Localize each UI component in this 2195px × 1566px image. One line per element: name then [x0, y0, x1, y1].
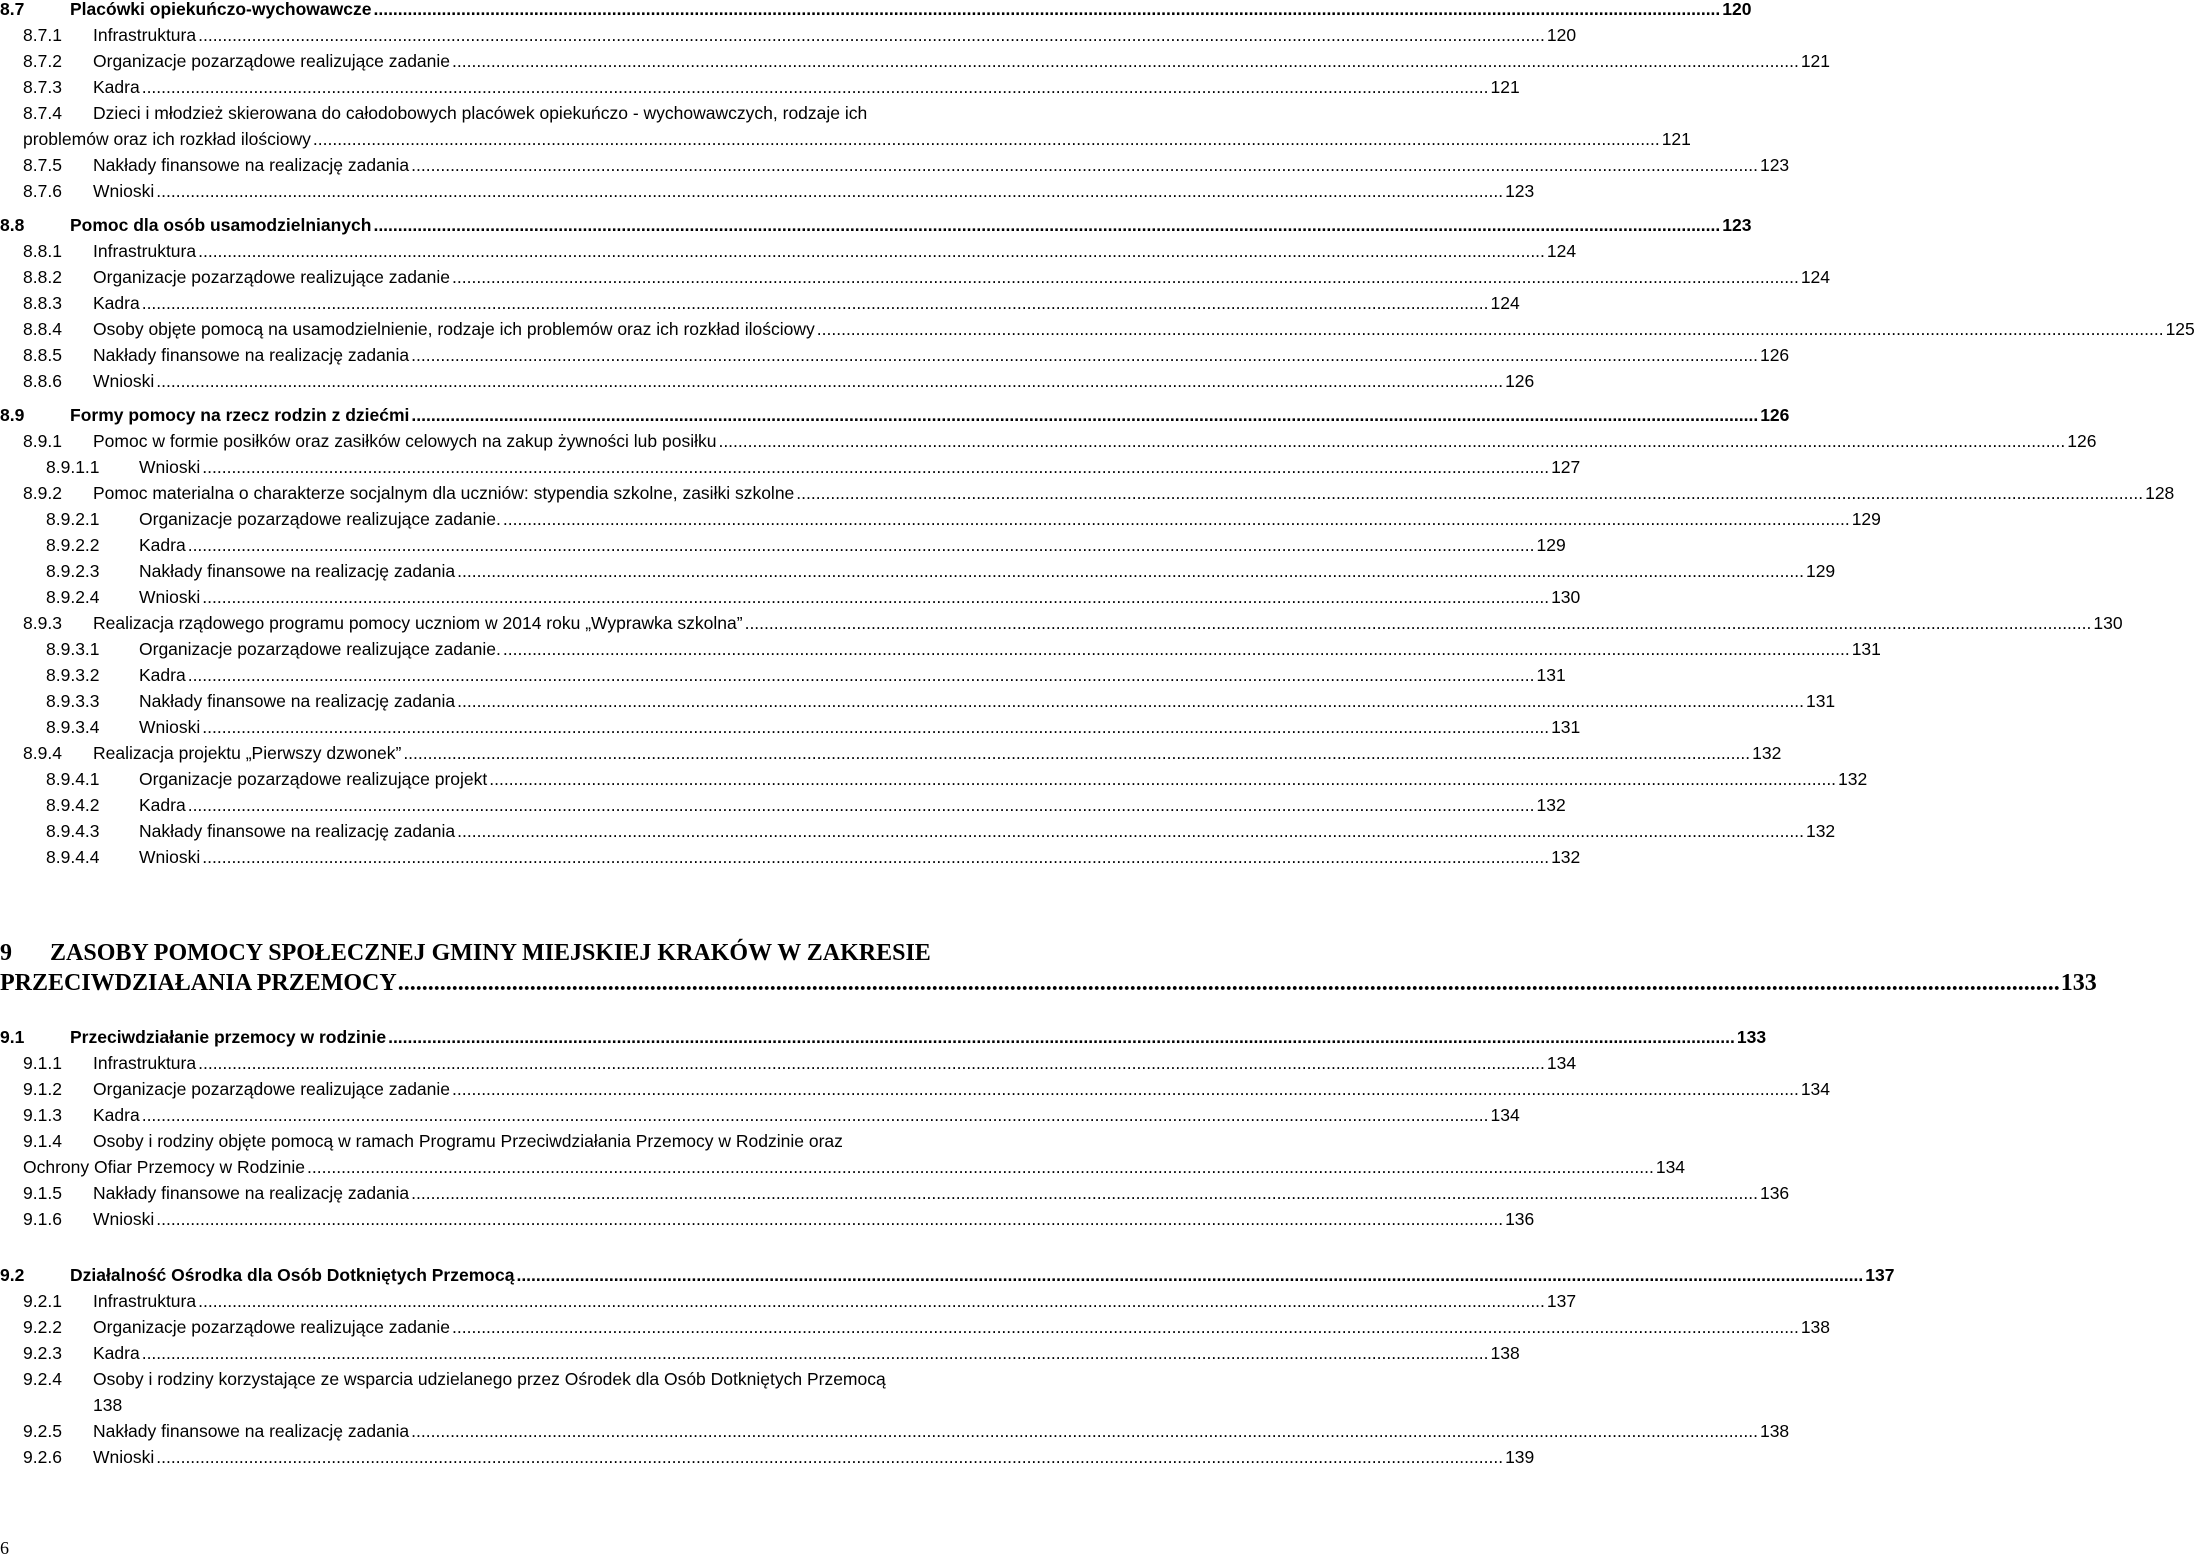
toc-entry-number: 8.9.4.3 [46, 821, 100, 841]
toc-entry-title: Infrastruktura [93, 1053, 197, 1073]
leader-dots [202, 584, 1549, 610]
toc-entry-number: 8.9.4.4 [46, 847, 100, 867]
toc-entry-number: 8.7.3 [23, 77, 62, 97]
toc-entry-page: 125 [2165, 319, 2195, 339]
toc-entry-title: Wnioski [139, 587, 201, 607]
toc-entry-title: Kadra [139, 535, 186, 555]
toc-entry-page: 132 [1752, 743, 1782, 763]
toc-entry-number: 8.9.2.2 [46, 535, 100, 555]
toc-entry-title-continued: Ochrony Ofiar Przemocy w Rodzinie [23, 1157, 306, 1177]
leader-dots [198, 238, 1545, 264]
toc-entry-number: 9.2.1 [23, 1291, 62, 1311]
leader-dots [198, 1050, 1545, 1076]
toc-entry-page: 123 [1505, 181, 1535, 201]
toc-entry-number: 8.8.3 [23, 293, 62, 313]
toc-entry-title: Kadra [139, 795, 186, 815]
toc-entry-title: Nakłady finansowe na realizację zadania [93, 155, 410, 175]
toc-entry-page: 126 [2067, 431, 2097, 451]
toc-entry-number: 8.9.3.2 [46, 665, 100, 685]
leader-dots [452, 264, 1799, 290]
leader-dots [142, 1340, 1489, 1366]
toc-entry-number: 8.9.4.1 [46, 769, 100, 789]
toc-entry-number: 9.2.6 [23, 1447, 62, 1467]
toc-entry-page: 131 [1536, 665, 1566, 685]
toc-entry-page: 129 [1536, 535, 1566, 555]
toc-entry-number: 8.8.4 [23, 319, 62, 339]
toc-entry-number: 9.2 [0, 1265, 25, 1285]
leader-dots [373, 0, 1720, 22]
toc-entry-page: 134 [1546, 1053, 1577, 1073]
toc-entry-number: 8.9.3.3 [46, 691, 100, 711]
toc-entry-page: 137 [1546, 1291, 1577, 1311]
toc-entry-title: Organizacje pozarządowe realizujące projekt [139, 769, 488, 789]
toc-entry-page: 134 [1490, 1105, 1520, 1125]
toc-entry-page: 121 [1661, 129, 1691, 149]
toc-entry-title: Kadra [93, 1105, 140, 1125]
toc-entry-page: 124 [1800, 267, 1831, 287]
toc-entry-page: 126 [1505, 371, 1535, 391]
toc-entry-title: Organizacje pozarządowe realizujące zadanie [93, 51, 451, 71]
toc-entry-page: 134 [1655, 1157, 1686, 1177]
leader-dots [817, 316, 2164, 342]
toc-entry-title: Kadra [139, 665, 186, 685]
toc-entry-title-continued: problemów oraz ich rozkład ilościowy [23, 129, 311, 149]
toc-entry-number: 8.9.4 [23, 743, 62, 763]
toc-entry-page: 129 [1851, 509, 1881, 529]
leader-dots [516, 1262, 1863, 1288]
toc-entry-number: 8.9.1.1 [46, 457, 100, 477]
toc-entry-number: 8.9.3 [23, 613, 62, 633]
toc-entry-number: 8.7.5 [23, 155, 62, 175]
toc-entry-title: Formy pomocy na rzecz rodzin z dziećmi [70, 405, 410, 425]
toc-entry-number: 9.1.3 [23, 1105, 62, 1125]
leader-dots [457, 688, 1804, 714]
toc-entry-number: 8.8.5 [23, 345, 62, 365]
toc-entry-number: 9.1.4 [23, 1131, 62, 1151]
toc-entry-number: 8.9.1 [23, 431, 62, 451]
toc-entry-page: 131 [1805, 691, 1836, 711]
leader-dots [457, 558, 1804, 584]
leader-dots [156, 178, 1503, 204]
toc-entry-number: 9.1.1 [23, 1053, 62, 1073]
toc-entry-title: Kadra [93, 77, 140, 97]
toc-entry-number: 8.9.2 [23, 483, 62, 503]
leader-dots [156, 1206, 1503, 1232]
toc-entry-page: 126 [1760, 405, 1790, 425]
toc-entry-number: 8.9.3.1 [46, 639, 100, 659]
leader-dots [452, 48, 1799, 74]
leader-dots [373, 212, 1720, 238]
page-number: 6 [0, 1538, 9, 1558]
leader-dots [188, 532, 1535, 558]
leader-dots [202, 454, 1549, 480]
toc-entry-page: 132 [1536, 795, 1566, 815]
toc-entry-title: Nakłady finansowe na realizację zadania [139, 691, 456, 711]
toc-entry-page: 136 [1759, 1183, 1790, 1203]
toc-entry-title-continued: 138 [93, 1395, 123, 1415]
toc-entry-page: 131 [1551, 717, 1581, 737]
toc-entry-title: Kadra [93, 293, 140, 313]
chapter-number: 9 [0, 940, 12, 966]
leader-dots [503, 636, 1850, 662]
toc-entry-number: 8.9.2.1 [46, 509, 100, 529]
toc-entry-page: 138 [1800, 1317, 1831, 1337]
toc-entry-page: 132 [1805, 821, 1836, 841]
toc-entry-number: 8.8 [0, 215, 25, 235]
toc-entry-page: 138 [1759, 1421, 1790, 1441]
toc-entry-title: Nakłady finansowe na realizację zadania [93, 1421, 410, 1441]
toc-entry-title: Wnioski [93, 181, 155, 201]
toc-entry-number: 9.2.5 [23, 1421, 62, 1441]
toc-entry-number: 9.1.5 [23, 1183, 62, 1203]
toc-entry-title: Osoby i rodziny korzystające ze wsparcia udzielanego przez Ośrodek dla Osób Dotkniętych Przemocą [93, 1369, 886, 1389]
toc-entry-title: Wnioski [93, 1447, 155, 1467]
toc-entry-page: 134 [1800, 1079, 1831, 1099]
toc-entry-page: 120 [1722, 0, 1752, 19]
leader-dots [142, 74, 1489, 100]
toc-entry-number: 8.7.6 [23, 181, 62, 201]
toc-entry-page: 124 [1546, 241, 1577, 261]
toc-entry-page: 138 [1490, 1343, 1520, 1363]
chapter-title-line-1: ZASOBY POMOCY SPOŁECZNEJ GMINY MIEJSKIEJ KRAKÓW W ZAKRESIE [50, 940, 931, 966]
toc-entry-title: Organizacje pozarządowe realizujące zadanie. [139, 639, 501, 659]
toc-entry-title: Pomoc materialna o charakterze socjalnym dla uczniów: stypendia szkolne, zasiłki szkolne [93, 483, 795, 503]
leader-dots [411, 402, 1758, 428]
leader-dots [388, 1024, 1735, 1050]
toc-entry-title: Realizacja projektu „Pierwszy dzwonek” [93, 743, 402, 763]
toc-entry-title: Przeciwdziałanie przemocy w rodzinie [70, 1027, 387, 1047]
leader-dots [188, 662, 1535, 688]
toc-entry-page: 127 [1551, 457, 1581, 477]
leader-dots [156, 1444, 1503, 1470]
toc-entry-page: 131 [1851, 639, 1881, 659]
toc-entry-title: Wnioski [139, 717, 201, 737]
leader-dots [156, 368, 1503, 394]
toc-entry-title: Infrastruktura [93, 25, 197, 45]
toc-entry-page: 123 [1759, 155, 1790, 175]
chapter-leader-dots [398, 968, 2060, 998]
toc-entry-page: 124 [1490, 293, 1520, 313]
leader-dots [198, 1288, 1545, 1314]
leader-dots [403, 740, 1750, 766]
toc-entry-number: 8.8.2 [23, 267, 62, 287]
leader-dots [188, 792, 1535, 818]
leader-dots [313, 126, 1660, 152]
leader-dots [452, 1076, 1799, 1102]
toc-entry-number: 8.9.3.4 [46, 717, 100, 737]
toc-entry-title: Wnioski [139, 847, 201, 867]
leader-dots [452, 1314, 1799, 1340]
leader-dots [411, 1418, 1758, 1444]
toc-entry-page: 132 [1838, 769, 1868, 789]
toc-entry-number: 8.7 [0, 0, 25, 19]
toc-entry-title: Organizacje pozarządowe realizujące zadanie [93, 1317, 451, 1337]
leader-dots [503, 506, 1850, 532]
toc-entry-page: 132 [1551, 847, 1581, 867]
chapter-page: 133 [2060, 970, 2097, 996]
toc-entry-number: 8.9 [0, 405, 25, 425]
chapter-title-line-2: PRZECIWDZIAŁANIA PRZEMOCY [0, 970, 397, 996]
toc-entry-title: Organizacje pozarządowe realizujące zadanie [93, 1079, 451, 1099]
leader-dots [796, 480, 2143, 506]
toc-entry-title: Nakłady finansowe na realizację zadania [93, 345, 410, 365]
leader-dots [202, 844, 1549, 870]
toc-entry-title: Placówki opiekuńczo-wychowawcze [70, 0, 372, 19]
toc-entry-number: 8.8.1 [23, 241, 62, 261]
toc-entry-title: Wnioski [93, 1209, 155, 1229]
toc-entry-number: 9.2.2 [23, 1317, 62, 1337]
toc-entry-title: Wnioski [139, 457, 201, 477]
toc-entry-title: Działalność Ośrodka dla Osób Dotkniętych Przemocą [70, 1265, 515, 1285]
toc-entry-title: Realizacja rządowego programu pomocy uczniom w 2014 roku „Wyprawka szkolna” [93, 613, 743, 633]
toc-entry-page: 120 [1546, 25, 1577, 45]
toc-entry-number: 9.1.2 [23, 1079, 62, 1099]
leader-dots [745, 610, 2092, 636]
toc-entry-page: 129 [1805, 561, 1836, 581]
toc-entry-title: Infrastruktura [93, 1291, 197, 1311]
toc-entry-title: Dzieci i młodzież skierowana do całodobowych placówek opiekuńczo - wychowawczych, rodzaje ich [93, 103, 868, 123]
toc-entry-title: Pomoc dla osób usamodzielnianych [70, 215, 372, 235]
leader-dots [411, 152, 1758, 178]
toc-entry-title: Organizacje pozarządowe realizujące zadanie. [139, 509, 501, 529]
toc-entry-number: 8.9.2.3 [46, 561, 100, 581]
toc-entry-number: 8.7.1 [23, 25, 62, 45]
toc-entry-number: 8.7.2 [23, 51, 62, 71]
toc-entry-page: 130 [2093, 613, 2123, 633]
toc-entry-title: Osoby objęte pomocą na usamodzielnienie, rodzaje ich problemów oraz ich rozkład ilościowy [93, 319, 815, 339]
toc-entry-page: 121 [1490, 77, 1520, 97]
toc-entry-number: 9.1.6 [23, 1209, 62, 1229]
leader-dots [489, 766, 1836, 792]
leader-dots [142, 1102, 1489, 1128]
leader-dots [411, 342, 1758, 368]
toc-entry-number: 8.8.6 [23, 371, 62, 391]
toc-entry-number: 8.7.4 [23, 103, 62, 123]
toc-entry-page: 121 [1800, 51, 1831, 71]
toc-entry-page: 123 [1722, 215, 1752, 235]
toc-entry-title: Wnioski [93, 371, 155, 391]
toc-entry-page: 130 [1551, 587, 1581, 607]
toc-entry-page: 128 [2145, 483, 2175, 503]
toc-entry-page: 133 [1736, 1027, 1767, 1047]
toc-entry-number: 9.2.4 [23, 1369, 62, 1389]
toc-entry-number: 8.9.2.4 [46, 587, 100, 607]
toc-entry-page: 137 [1865, 1265, 1895, 1285]
leader-dots [307, 1154, 1654, 1180]
toc-entry-number: 9.1 [0, 1027, 25, 1047]
toc-entry-title: Nakłady finansowe na realizację zadania [139, 821, 456, 841]
leader-dots [198, 22, 1545, 48]
toc-entry-title: Kadra [93, 1343, 140, 1363]
toc-entry-title: Nakłady finansowe na realizację zadania [93, 1183, 410, 1203]
toc-entry-page: 136 [1505, 1209, 1535, 1229]
leader-dots [142, 290, 1489, 316]
toc-entry-title: Organizacje pozarządowe realizujące zadanie [93, 267, 451, 287]
toc-entry-title: Infrastruktura [93, 241, 197, 261]
leader-dots [202, 714, 1549, 740]
toc-entry-title: Nakłady finansowe na realizację zadania [139, 561, 456, 581]
leader-dots [411, 1180, 1758, 1206]
toc-entry-page: 139 [1505, 1447, 1535, 1467]
leader-dots [718, 428, 2065, 454]
toc-entry-title: Pomoc w formie posiłków oraz zasiłków celowych na zakup żywności lub posiłku [93, 431, 717, 451]
toc-entry-number: 8.9.4.2 [46, 795, 100, 815]
toc-entry-number: 9.2.3 [23, 1343, 62, 1363]
toc-entry-page: 126 [1759, 345, 1790, 365]
toc-entry-title: Osoby i rodziny objęte pomocą w ramach Programu Przeciwdziałania Przemocy w Rodzinie oraz [93, 1131, 843, 1151]
leader-dots [457, 818, 1804, 844]
